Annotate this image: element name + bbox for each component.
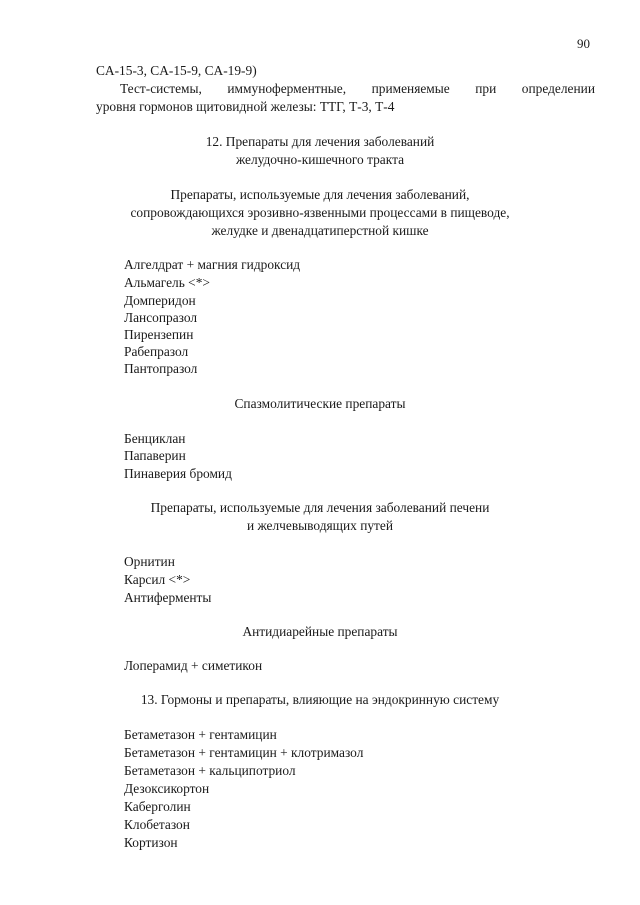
intro-line-1: CA-15-3, CA-15-9, CA-19-9) <box>96 63 257 78</box>
list-item: Бенциклан <box>124 431 186 446</box>
list-item: Пирензепин <box>124 327 194 342</box>
erosive-heading-line-2: сопровождающихся эрозивно-язвенными процессами в пищеводе, <box>130 205 510 220</box>
list-item: Орнитин <box>124 554 175 569</box>
intro-word: Тест-системы, <box>120 81 202 96</box>
list-item: Лоперамид + симетикон <box>124 658 263 673</box>
erosive-heading-line-3: желудке и двенадцатиперстной кишке <box>211 223 429 238</box>
list-item: Пантопразол <box>124 361 198 376</box>
list-item: Домперидон <box>124 293 196 308</box>
list-item: Антиферменты <box>124 590 212 605</box>
intro-word: иммуноферментные, <box>227 81 347 96</box>
list-item: Кортизон <box>124 835 178 850</box>
list-item: Альмагель <*> <box>124 275 210 290</box>
antidiarrheal-heading: Антидиарейные препараты <box>242 624 398 639</box>
list-item: Карсил <*> <box>124 572 191 587</box>
list-item: Рабепразол <box>124 344 189 359</box>
list-item: Дезоксикортон <box>124 781 210 796</box>
intro-line-3: уровня гормонов щитовидной железы: ТТГ, Т-3, Т-4 <box>96 99 395 114</box>
intro-word: при <box>475 81 497 96</box>
page-number: 90 <box>577 36 590 51</box>
list-item: Бетаметазон + кальципотриол <box>124 763 296 778</box>
list-item: Клобетазон <box>124 817 190 832</box>
list-item: Бетаметазон + гентамицин + клотримазол <box>124 745 364 760</box>
list-item: Пинаверия бромид <box>124 466 232 481</box>
intro-word: применяемые <box>371 81 450 96</box>
list-item: Лансопразол <box>124 310 198 325</box>
section-12-title-line-2: желудочно-кишечного тракта <box>235 152 405 167</box>
list-item: Папаверин <box>124 448 186 463</box>
erosive-heading-line-1: Препараты, используемые для лечения заболеваний, <box>170 187 470 202</box>
list-item: Бетаметазон + гентамицин <box>124 727 277 742</box>
section-12-title-line-1: 12. Препараты для лечения заболеваний <box>205 134 435 149</box>
liver-heading-line-1: Препараты, используемые для лечения заболеваний печени <box>150 500 490 515</box>
list-item: Каберголин <box>124 799 191 814</box>
intro-word: определении <box>521 81 595 96</box>
intro-line-2 <box>120 80 595 98</box>
section-13-title: 13. Гормоны и препараты, влияющие на эндокринную систему <box>140 692 500 707</box>
spasmolytic-heading: Спазмолитические препараты <box>234 396 406 411</box>
liver-heading-line-2: и желчевыводящих путей <box>246 518 394 533</box>
list-item: Алгелдрат + магния гидроксид <box>124 257 301 272</box>
